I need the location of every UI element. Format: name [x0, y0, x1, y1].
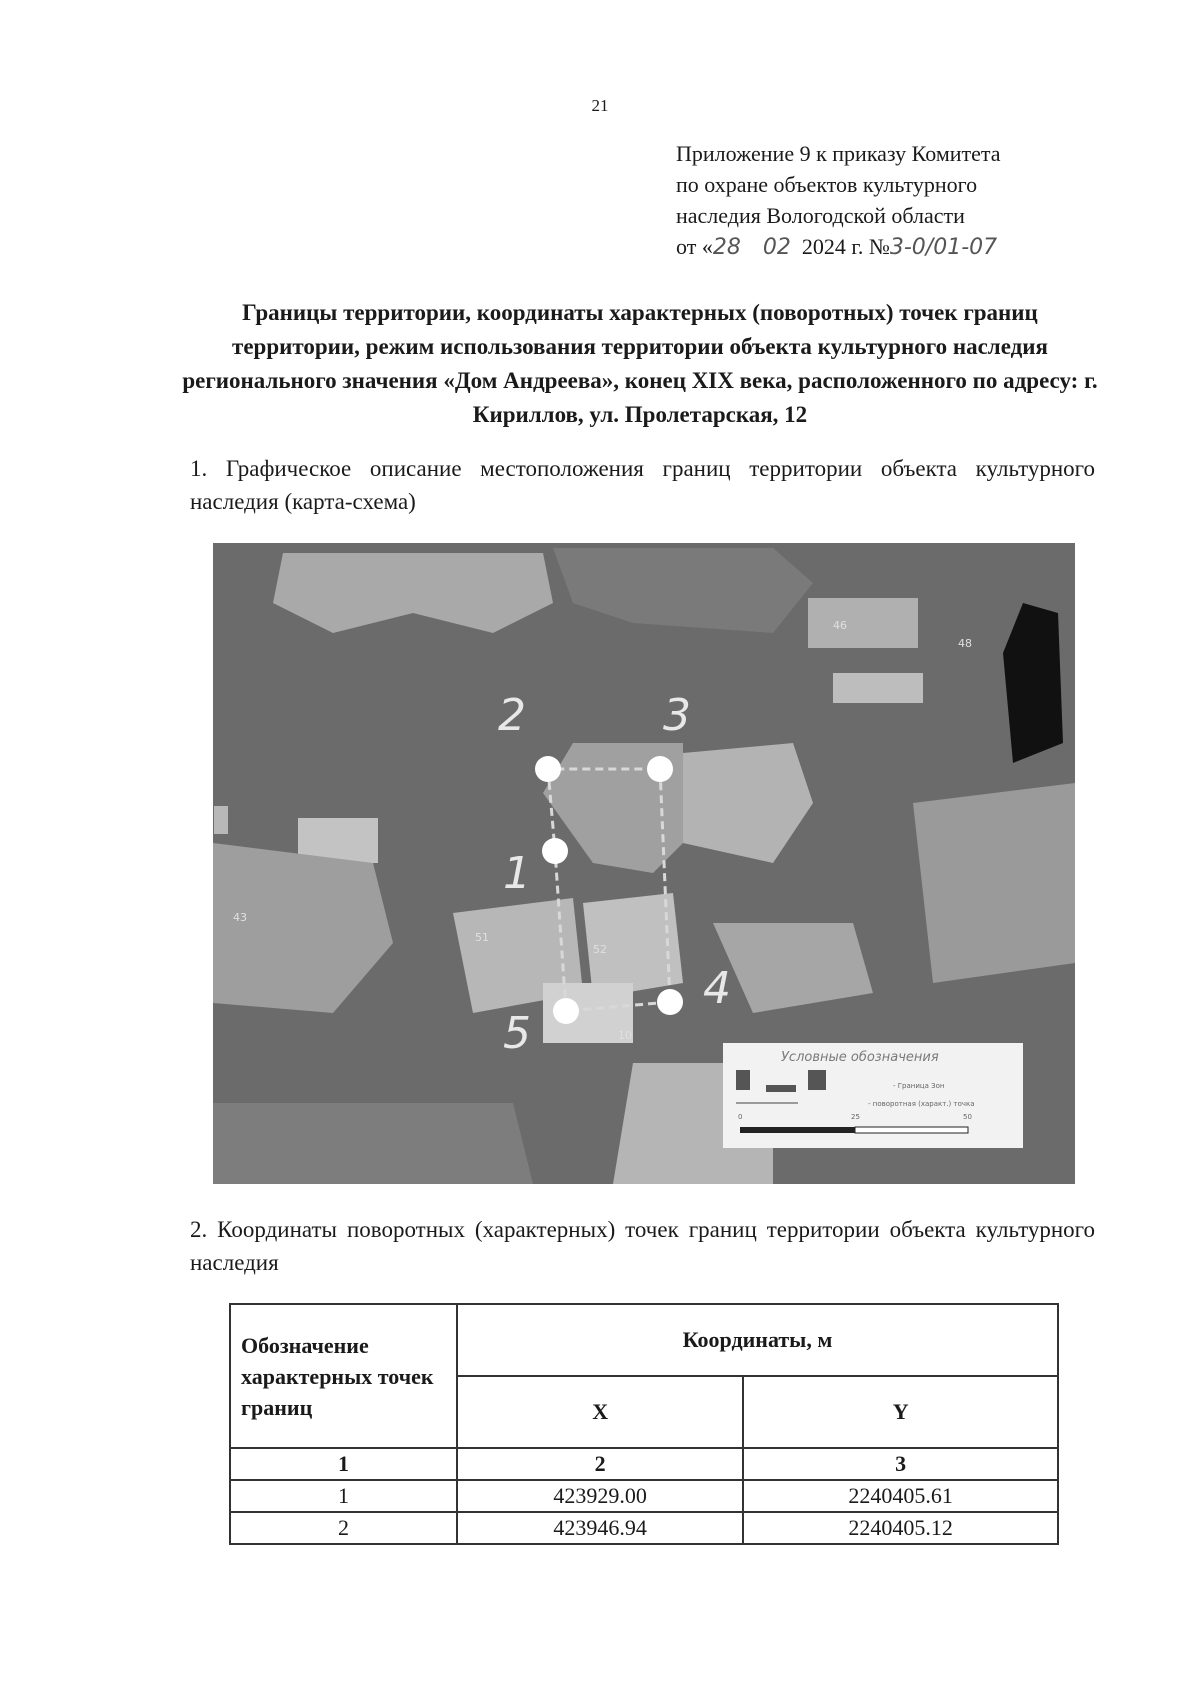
date-year: 2024 г. №: [801, 234, 890, 259]
header-x: X: [457, 1376, 743, 1448]
index-cell: 3: [743, 1448, 1058, 1480]
y-cell: 2240405.61: [743, 1480, 1058, 1512]
point-cell: 2: [230, 1512, 457, 1544]
scale-label-0: 0: [738, 1113, 743, 1121]
site-map: [213, 543, 1075, 1184]
appendix-date-line: [676, 231, 1126, 263]
table-row: [230, 1480, 1058, 1512]
section-1-heading: 1. Графическое описание местоположения границ территории объекта культурного наследия (карта-схема): [190, 456, 1095, 514]
map-label-51: 51: [475, 931, 489, 944]
index-cell: 2: [457, 1448, 743, 1480]
x-cell: 423946.94: [457, 1512, 743, 1544]
document-title: Границы территории, координаты характерных (поворотных) точек границ территории, режим использования территории объекта культурного наследия регионального значения «Дом Андреева», конец XIX века, расположенного по адресу: г. Кириллов, ул. Пролетарская, 12: [182, 300, 1098, 427]
coordinates-table: [229, 1303, 1059, 1545]
y-cell: 2240405.12: [743, 1512, 1058, 1544]
point-label-2: 2: [498, 690, 526, 741]
appendix-line-1: Приложение 9 к приказу Комитета: [676, 141, 1001, 166]
header-y: Y: [743, 1376, 1058, 1448]
section-2-heading: 2. Координаты поворотных (характерных) точек границ территории объекта культурного наследия: [190, 1217, 1095, 1275]
scale-label-50: 50: [963, 1113, 972, 1121]
page-number: 21: [591, 96, 609, 115]
header-coordinates: Координаты, м: [457, 1304, 1058, 1376]
date-month: 02: [762, 235, 791, 260]
order-number: 3-0/01-07: [889, 235, 998, 260]
header-point-designation: Обозначение характерных точек границ: [230, 1304, 457, 1448]
point-label-3: 3: [663, 690, 691, 741]
x-cell: 423929.00: [457, 1480, 743, 1512]
point-label-5: 5: [503, 1008, 531, 1059]
map-label-52: 52: [593, 943, 607, 956]
legend-title: Условные обозначения: [781, 1050, 939, 1065]
column-index-row: [230, 1448, 1058, 1480]
point-label-1: 1: [503, 848, 531, 899]
appendix-header: [676, 138, 1126, 263]
point-cell: 1: [230, 1480, 457, 1512]
scale-label-25: 25: [851, 1113, 860, 1121]
boundary-point-3: [647, 756, 673, 782]
legend-item-1: - Граница Зон: [893, 1082, 945, 1090]
appendix-line-2: по охране объектов культурного: [676, 172, 978, 197]
map-label-43: 43: [233, 911, 247, 924]
appendix-line-3: наследия Вологодской области: [676, 203, 965, 228]
point-label-4: 4: [703, 963, 731, 1014]
table-row: [230, 1512, 1058, 1544]
map-label-48: 48: [958, 637, 972, 650]
map-label-46: 46: [833, 619, 847, 632]
date-day: 28: [712, 235, 741, 260]
date-prefix: от «: [676, 234, 713, 259]
index-cell: 1: [230, 1448, 457, 1480]
boundary-point-1: [542, 838, 568, 864]
map-graphic: [213, 543, 1075, 1184]
boundary-point-2: [535, 756, 561, 782]
map-label-10: 10: [618, 1029, 632, 1042]
legend-item-2: - поворотная (характ.) точка: [868, 1100, 975, 1108]
boundary-point-4: [657, 989, 683, 1015]
map-legend: [723, 1043, 1023, 1148]
boundary-point-5: [553, 998, 579, 1024]
